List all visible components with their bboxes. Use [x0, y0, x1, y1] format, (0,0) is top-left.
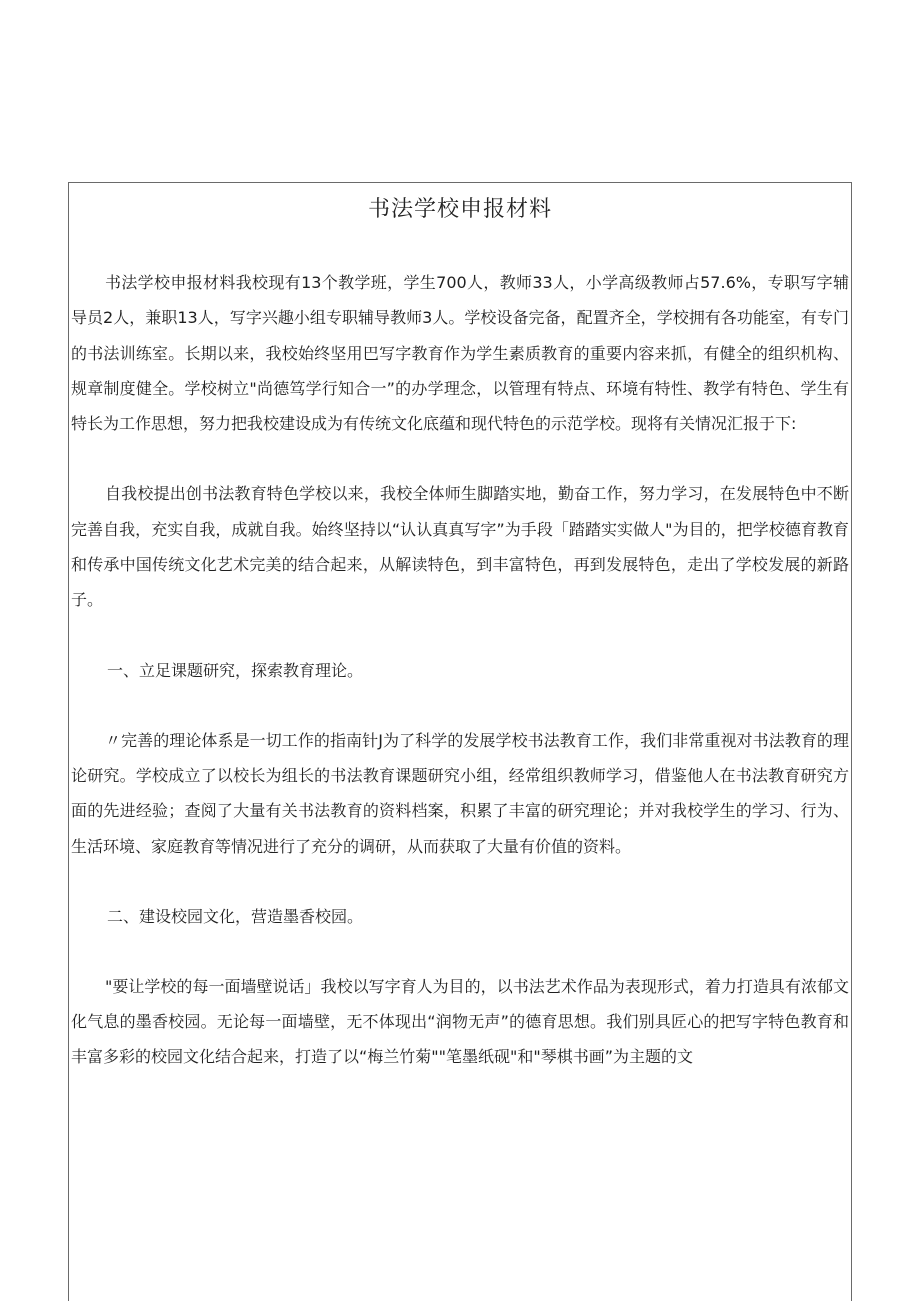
section-2-paragraph: "要让学校的每一面墙壁说话」我校以写字育人为目的，以书法艺术作品为表现形式，着力打造具有浓郁文化气息的墨香校园。无论每一面墙壁，无不体现出“润物无声”的德育思想。我们别具匠心的把写字特色教育和丰富多彩的校园文化结合起来，打造了以“梅兰竹菊""笔墨纸砚"和"琴棋书画”为主题的文 — [71, 976, 849, 1067]
section-1-paragraph: 〃完善的理论体系是一切工作的指南针J为了科学的发展学校书法教育工作，我们非常重视对书法教育的理论研究。学校成立了以校长为组长的书法教育课题研究小组，经常组织教师学习，借鉴他人在书法教育研究方面的先进经验；查阅了大量有关书法教育的资料档案，积累了丰富的研究理论；并对我校学生的学习、行为、生活环境、家庭教育等情况进行了充分的调研，从而获取了大量有价值的资料。 — [71, 730, 849, 856]
document-body — [71, 265, 849, 1075]
section-1-heading: 一、立足课题研究，探索教育理论。 — [107, 660, 364, 680]
overview-paragraph: 自我校提出创书法教育特色学校以来，我校全体师生脚踏实地，勤奋工作，努力学习，在发展特色中不断完善自我，充实自我，成就自我。始终坚持以“认认真真写字”为手段「踏踏实实做人"为目的，把学校德育教育和传承中国传统文化艺术完美的结合起来，从解读特色，到丰富特色，再到发展特色，走出了学校发展的新路子。 — [71, 484, 849, 610]
section-2-heading: 二、建设校园文化，营造墨香校园。 — [107, 906, 364, 926]
document-title: 书法学校申报材料 — [367, 197, 552, 222]
intro-paragraph: 书法学校申报材料我校现有13个教学班，学生700人，教师33人，小学高级教师占57.6%，专职写字辅导员2人，兼职13人，写字兴趣小组专职辅导教师3人。学校设备完备，配置齐全，学校拥有各功能室，有专门的书法训练室。长期以来，我校始终坚用巴写字教育作为学生素质教育的重要内容来抓，有健全的组织机构、规章制度健全。学校树立"尚德笃学行知合一”的办学理念，以管理有特点、环境有特性、教学有特色、学生有特长为工作思想，努力把我校建设成为有传统文化底蕴和现代特色的示范学校。现将有关情况汇报于下: — [71, 273, 849, 434]
document-frame — [68, 182, 852, 1301]
